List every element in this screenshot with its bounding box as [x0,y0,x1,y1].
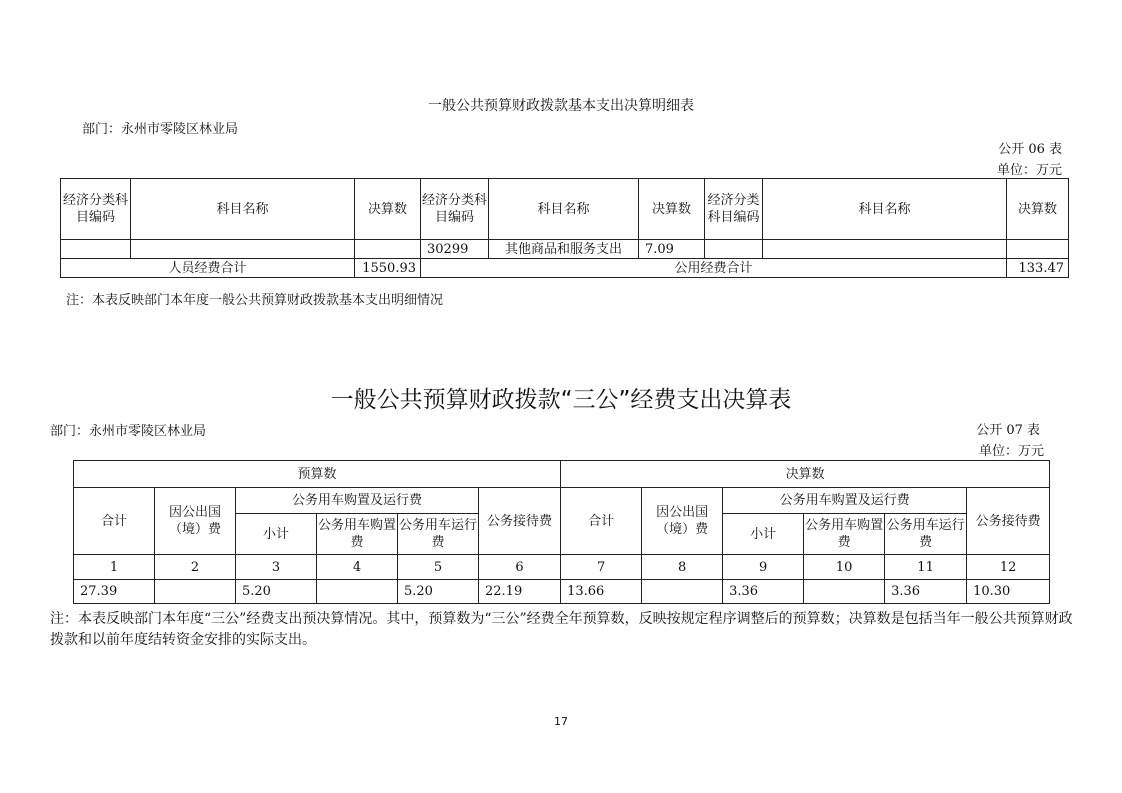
cell-empty [355,240,421,259]
table-row [74,580,1050,604]
header-econ-code-1: 经济分类科目编码 [61,179,131,240]
personnel-total-amount: 1550.93 [355,259,421,278]
col-number: 8 [642,555,723,580]
budget-reception-header: 公务接待费 [479,488,561,555]
value-cell [155,580,236,604]
cell-amount: 7.09 [639,240,705,259]
page-number: 17 [554,715,568,728]
table1-unit: 单位：万元 [996,163,1062,178]
personnel-total-label: 人员经费合计 [61,259,355,278]
final-purchase-header: 公务用车购置费 [804,514,885,555]
table2-title: 一般公共预算财政拨款“三公”经费支出决算表 [330,387,792,413]
table1-note: 注：本表反映部门本年度一般公共预算财政拨款基本支出明细情况 [66,293,444,308]
col-number: 11 [885,555,967,580]
public-total-label: 公用经费合计 [421,259,1007,278]
value-cell: 10.30 [967,580,1050,604]
col-number: 3 [236,555,317,580]
table2-group-row [74,461,1050,488]
table1-code: 公开 06 表 [998,142,1062,157]
final-vehicle-header: 公务用车购置及运行费 [723,488,967,514]
col-number: 6 [479,555,561,580]
table2-unit: 单位：万元 [978,444,1044,459]
budget-total-header: 合计 [74,488,155,555]
final-abroad-header: 因公出国（境）费 [642,488,723,555]
table1-title: 一般公共预算财政拨款基本支出决算明细表 [428,98,694,114]
header-subject-name-1: 科目名称 [131,179,355,240]
value-cell: 3.36 [723,580,804,604]
value-cell [642,580,723,604]
col-number: 7 [561,555,642,580]
table2-column-number-row [74,555,1050,580]
value-cell: 3.36 [885,580,967,604]
col-number: 9 [723,555,804,580]
final-total-header: 合计 [561,488,642,555]
col-number: 4 [317,555,398,580]
budget-abroad-header: 因公出国（境）费 [155,488,236,555]
header-amount-3: 决算数 [1007,179,1069,240]
col-number: 10 [804,555,885,580]
header-econ-code-2: 经济分类科目编码 [421,179,489,240]
table2-code: 公开 07 表 [976,423,1040,438]
public-total-amount: 133.47 [1007,259,1069,278]
table1-header-row [61,179,1069,240]
basic-expenditure-table [60,178,1069,278]
final-reception-header: 公务接待费 [967,488,1050,555]
budget-purchase-header: 公务用车购置费 [317,514,398,555]
final-running-header: 公务用车运行费 [885,514,967,555]
value-cell: 22.19 [479,580,561,604]
header-subject-name-2: 科目名称 [489,179,639,240]
cell-empty [131,240,355,259]
table2-department: 部门：永州市零陵区林业局 [50,424,207,439]
budget-vehicle-header: 公务用车购置及运行费 [236,488,479,514]
value-cell [804,580,885,604]
cell-econ-code: 30299 [421,240,489,259]
col-number: 2 [155,555,236,580]
value-cell: 27.39 [74,580,155,604]
value-cell [317,580,398,604]
budget-running-header: 公务用车运行费 [398,514,479,555]
cell-subject-name: 其他商品和服务支出 [489,240,639,259]
cell-empty [61,240,131,259]
col-number: 5 [398,555,479,580]
table1-department: 部门：永州市零陵区林业局 [82,122,239,137]
header-amount-1: 决算数 [355,179,421,240]
value-cell: 13.66 [561,580,642,604]
final-subtotal-header: 小计 [723,514,804,555]
table2-header-row-1 [74,488,1050,514]
final-group-header: 决算数 [561,461,1050,488]
value-cell: 5.20 [398,580,479,604]
header-amount-2: 决算数 [639,179,705,240]
col-number: 12 [967,555,1050,580]
three-public-expenses-table [73,460,1050,604]
cell-empty [705,240,763,259]
header-econ-code-3: 经济分类科目编码 [705,179,763,240]
cell-empty [763,240,1007,259]
table2-note: 注：本表反映部门本年度“三公”经费支出预决算情况。其中，预算数为“三公”经费全年预算数，反映按规定程序调整后的预算数；决算数是包括当年一般公共预算财政拨款和以前年度结转资金安排的实际支出。 [50,611,1073,648]
table1-total-row [61,259,1069,278]
budget-group-header: 预算数 [74,461,561,488]
col-number: 1 [74,555,155,580]
table-row [61,240,1069,259]
budget-subtotal-header: 小计 [236,514,317,555]
cell-empty [1007,240,1069,259]
value-cell: 5.20 [236,580,317,604]
header-subject-name-3: 科目名称 [763,179,1007,240]
